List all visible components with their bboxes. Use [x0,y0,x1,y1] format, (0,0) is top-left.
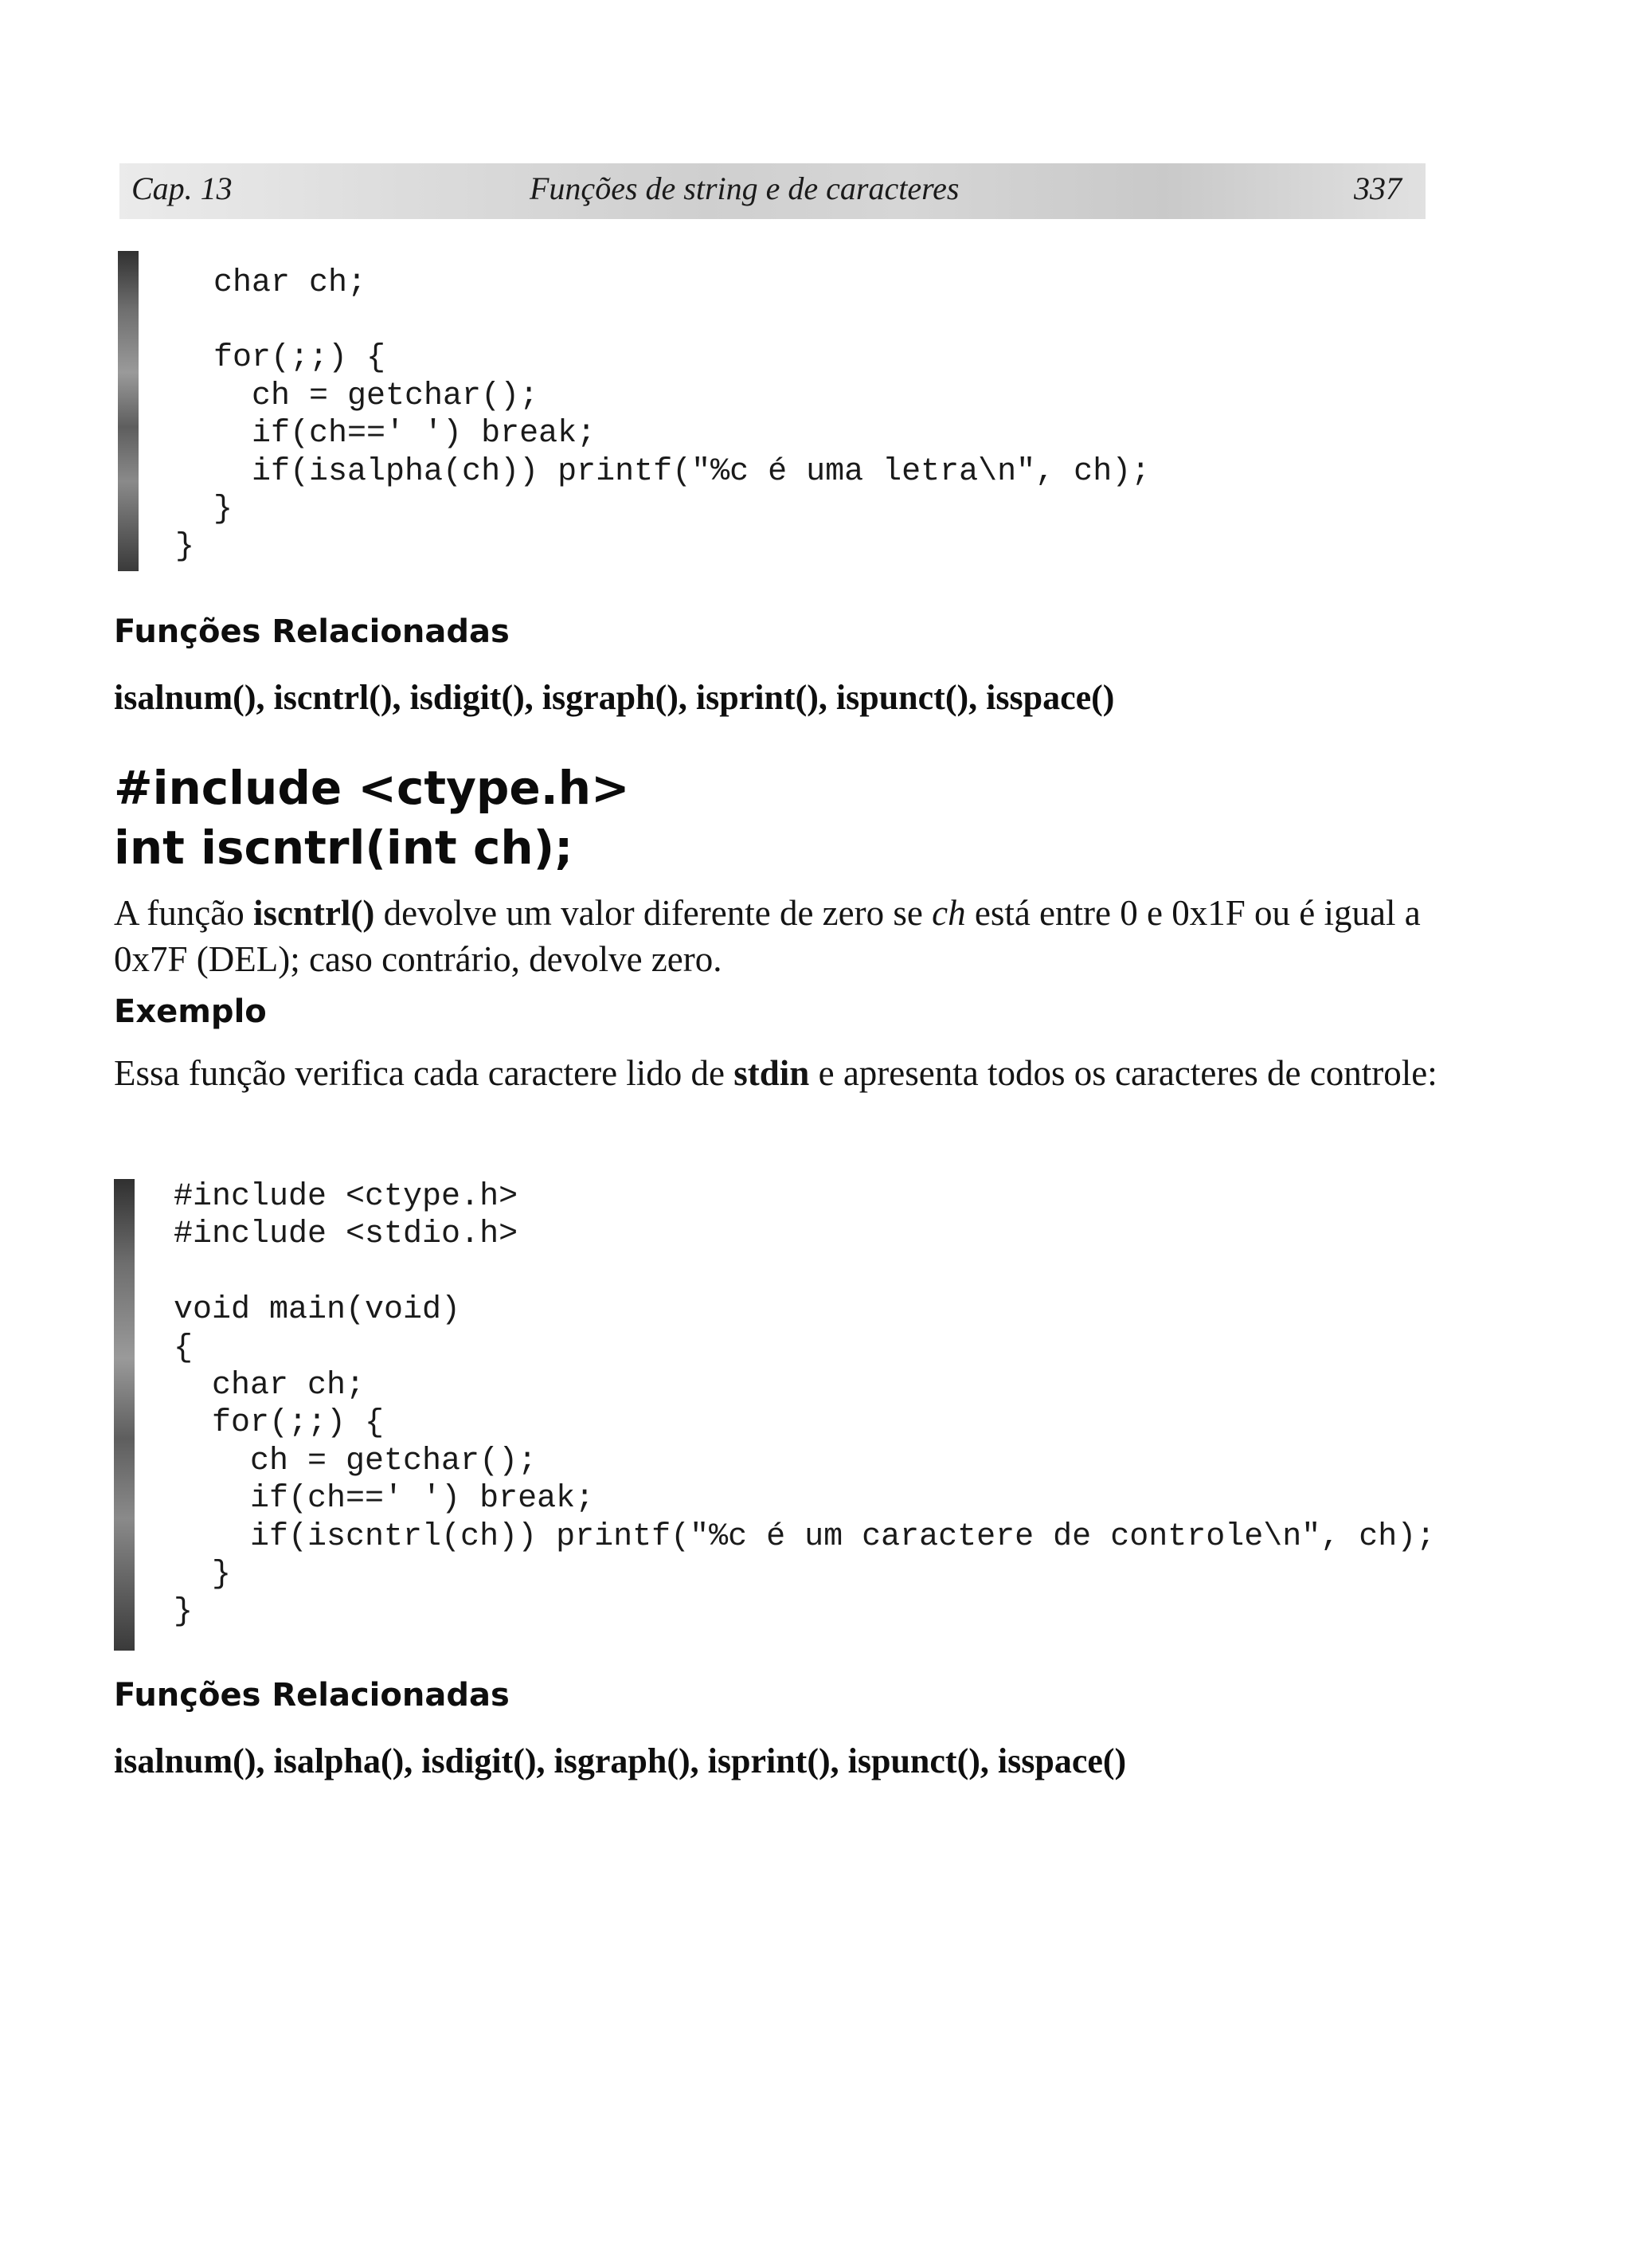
code-line: for(;;) { [174,1405,385,1441]
parameter-name: ch [932,893,966,933]
code-line: { [174,1330,194,1366]
code-line: if(isalpha(ch)) printf("%c é uma letra\n", ch); [175,454,1151,490]
header-title: Funções de string e de caracteres [530,170,960,206]
code-line: } [175,529,195,565]
code-line: if(ch==' ') break; [175,416,596,452]
synopsis-include: #include <ctype.h> [114,761,630,815]
code-line: #include <stdio.h> [174,1216,518,1252]
code-line: if(ch==' ') break; [174,1481,595,1517]
code-line: } [175,492,233,527]
description-text: está entre 0 e 0x1F ou é igual a 0x7F (DEL); caso contrário, devolve zero. [114,893,1421,979]
example-intro-text: e apresenta todos os caracteres de controle: [809,1053,1437,1093]
synopsis-prototype: int iscntrl(int ch); [114,821,573,875]
related-functions-list: isalnum(), isalpha(), isdigit(), isgraph(), isprint(), ispunct(), isspace() [114,1741,1127,1780]
code-block-marker [118,251,139,571]
page-number: 337 [1354,170,1402,206]
function-name: iscntrl() [252,893,375,933]
code-line: char ch; [174,1368,366,1404]
code-line: #include <ctype.h> [174,1179,518,1215]
code-line: ch = getchar(); [174,1443,538,1479]
related-functions-list: isalnum(), iscntrl(), isdigit(), isgraph(), isprint(), ispunct(), isspace() [114,678,1115,717]
stream-name: stdin [733,1053,810,1093]
code-line: ch = getchar(); [175,378,539,414]
example-heading: Exemplo [114,993,267,1030]
example-intro [114,1050,1468,1096]
description-text: A função [114,893,253,933]
related-functions-heading: Funções Relacionadas [114,613,510,650]
description-text: devolve um valor diferente de zero se [374,893,933,933]
code-line: void main(void) [174,1292,461,1328]
code-line: } [174,1594,194,1630]
related-functions-heading: Funções Relacionadas [114,1677,510,1714]
function-description [114,890,1468,982]
header-chapter: Cap. 13 [131,170,233,206]
code-line: if(iscntrl(ch)) printf("%c é um caractere de controle\n", ch); [174,1519,1436,1555]
code-block-marker [114,1179,135,1651]
code-line: char ch; [175,265,367,301]
example-intro-text: Essa função verifica cada caractere lido de [114,1053,734,1093]
code-line: for(;;) { [175,340,386,376]
code-line: } [174,1557,232,1592]
